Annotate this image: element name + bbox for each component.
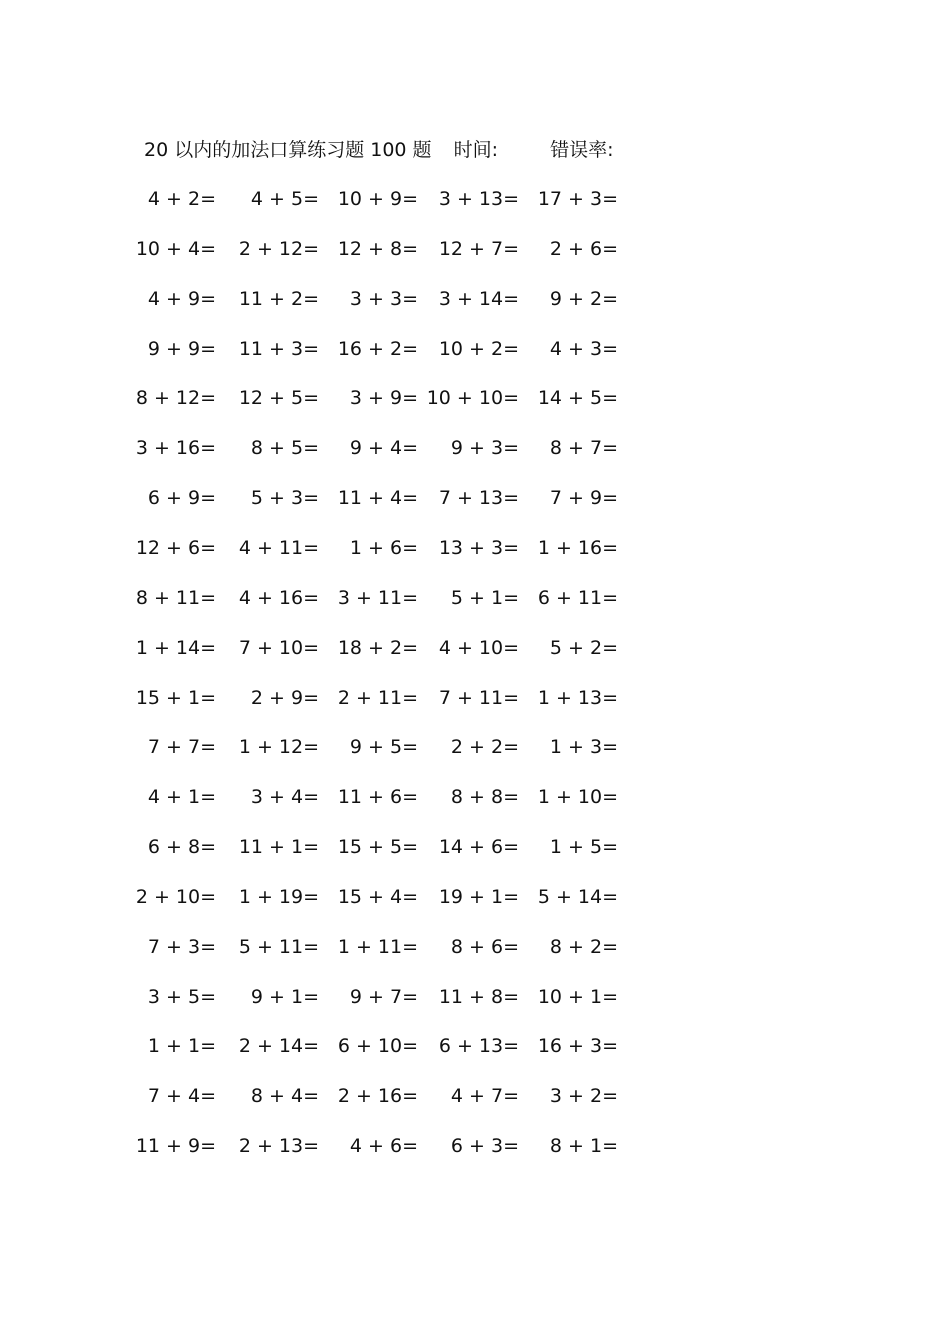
problem-item: 1 + 10= <box>537 786 618 809</box>
problem-item: 2 + 11= <box>337 686 418 709</box>
problem-item: 4 + 1= <box>147 786 216 809</box>
problem-item: 6 + 10= <box>337 1035 418 1058</box>
problem-item: 3 + 9= <box>349 387 418 410</box>
problem-item: 2 + 2= <box>450 736 519 759</box>
problem-item: 3 + 5= <box>147 985 216 1008</box>
problem-item: 1 + 12= <box>238 736 319 759</box>
problem-item: 1 + 6= <box>349 536 418 559</box>
problem-item: 9 + 2= <box>549 287 618 310</box>
problem-item: 12 + 6= <box>135 536 216 559</box>
problem-item: 12 + 8= <box>337 237 418 260</box>
problem-item: 4 + 10= <box>438 636 519 659</box>
time-label: 时间: <box>453 139 499 161</box>
problem-item: 10 + 4= <box>135 237 216 260</box>
problem-item: 17 + 3= <box>537 188 618 210</box>
problem-item: 12 + 5= <box>238 387 319 410</box>
problem-item: 1 + 5= <box>549 836 618 859</box>
problem-item: 15 + 4= <box>337 885 418 908</box>
problem-item: 1 + 19= <box>238 885 319 908</box>
problem-item: 14 + 6= <box>438 836 519 859</box>
problem-item: 9 + 5= <box>349 736 418 759</box>
problem-item: 4 + 3= <box>549 337 618 360</box>
problem-item: 1 + 3= <box>549 736 618 759</box>
problem-item: 8 + 8= <box>450 786 519 809</box>
problem-item: 7 + 10= <box>238 636 319 659</box>
problem-item: 5 + 3= <box>250 487 319 510</box>
problem-item: 3 + 11= <box>337 586 418 609</box>
problem-item: 7 + 9= <box>549 487 618 510</box>
problem-item: 2 + 16= <box>337 1085 418 1108</box>
problem-item: 4 + 11= <box>238 536 319 559</box>
problem-item: 10 + 10= <box>426 387 519 410</box>
problem-item: 15 + 1= <box>135 686 216 709</box>
problem-item: 7 + 4= <box>147 1085 216 1108</box>
problem-item: 14 + 5= <box>537 387 618 410</box>
problem-item: 11 + 3= <box>238 337 319 360</box>
problem-item: 11 + 9= <box>135 1135 216 1158</box>
problem-item: 8 + 12= <box>135 387 216 410</box>
problem-item: 1 + 1= <box>147 1035 216 1058</box>
problem-item: 1 + 13= <box>537 686 618 709</box>
problem-item: 1 + 16= <box>537 536 618 559</box>
problem-item: 2 + 14= <box>238 1035 319 1058</box>
problem-item: 16 + 3= <box>537 1035 618 1058</box>
problem-item: 3 + 14= <box>438 287 519 310</box>
problem-item: 9 + 3= <box>450 437 519 460</box>
problem-item: 1 + 11= <box>337 935 418 958</box>
problem-item: 13 + 3= <box>438 536 519 559</box>
problem-item: 10 + 9= <box>337 188 418 210</box>
problem-item: 3 + 4= <box>250 786 319 809</box>
problem-item: 18 + 2= <box>337 636 418 659</box>
worksheet-header <box>144 138 614 162</box>
problem-item: 8 + 5= <box>250 437 319 460</box>
problem-item: 12 + 7= <box>438 237 519 260</box>
problem-item: 5 + 2= <box>549 636 618 659</box>
problem-item: 6 + 13= <box>438 1035 519 1058</box>
problem-item: 4 + 16= <box>238 586 319 609</box>
problem-item: 11 + 2= <box>238 287 319 310</box>
error-rate-label: 错误率: <box>550 139 614 161</box>
problem-item: 7 + 7= <box>147 736 216 759</box>
problem-item: 7 + 11= <box>438 686 519 709</box>
problem-item: 11 + 8= <box>438 985 519 1008</box>
problem-item: 7 + 13= <box>438 487 519 510</box>
problem-item: 8 + 7= <box>549 437 618 460</box>
problem-item: 5 + 1= <box>450 586 519 609</box>
problem-item: 2 + 12= <box>238 237 319 260</box>
problem-item: 9 + 9= <box>147 337 216 360</box>
problem-item: 9 + 7= <box>349 985 418 1008</box>
problem-item: 8 + 1= <box>549 1135 618 1158</box>
worksheet-title: 20 以内的加法口算练习题 100 题 <box>144 139 432 161</box>
problem-item: 11 + 6= <box>337 786 418 809</box>
problem-item: 9 + 4= <box>349 437 418 460</box>
problem-item: 8 + 6= <box>450 935 519 958</box>
problem-item: 4 + 6= <box>349 1135 418 1158</box>
problem-item: 8 + 11= <box>135 586 216 609</box>
problem-item: 2 + 10= <box>135 885 216 908</box>
problem-item: 4 + 5= <box>250 188 319 210</box>
problem-item: 6 + 9= <box>147 487 216 510</box>
problem-item: 4 + 7= <box>450 1085 519 1108</box>
problem-item: 8 + 4= <box>250 1085 319 1108</box>
problem-item: 3 + 2= <box>549 1085 618 1108</box>
problem-item: 9 + 1= <box>250 985 319 1008</box>
problem-item: 11 + 1= <box>238 836 319 859</box>
problem-item: 8 + 2= <box>549 935 618 958</box>
problem-item: 6 + 3= <box>450 1135 519 1158</box>
problem-item: 6 + 8= <box>147 836 216 859</box>
problem-item: 6 + 11= <box>537 586 618 609</box>
problem-item: 3 + 16= <box>135 437 216 460</box>
problem-item: 7 + 3= <box>147 935 216 958</box>
problem-item: 3 + 13= <box>438 188 519 210</box>
problem-item: 4 + 9= <box>147 287 216 310</box>
problem-item: 16 + 2= <box>337 337 418 360</box>
problem-item: 4 + 2= <box>147 188 216 210</box>
problem-item: 10 + 2= <box>438 337 519 360</box>
problem-item: 3 + 3= <box>349 287 418 310</box>
problem-item: 19 + 1= <box>438 885 519 908</box>
problem-item: 1 + 14= <box>135 636 216 659</box>
problem-item: 10 + 1= <box>537 985 618 1008</box>
problem-item: 2 + 13= <box>238 1135 319 1158</box>
problem-item: 2 + 9= <box>250 686 319 709</box>
problem-item: 5 + 14= <box>537 885 618 908</box>
problem-item: 11 + 4= <box>337 487 418 510</box>
problem-item: 5 + 11= <box>238 935 319 958</box>
problem-item: 2 + 6= <box>549 237 618 260</box>
problem-item: 15 + 5= <box>337 836 418 859</box>
